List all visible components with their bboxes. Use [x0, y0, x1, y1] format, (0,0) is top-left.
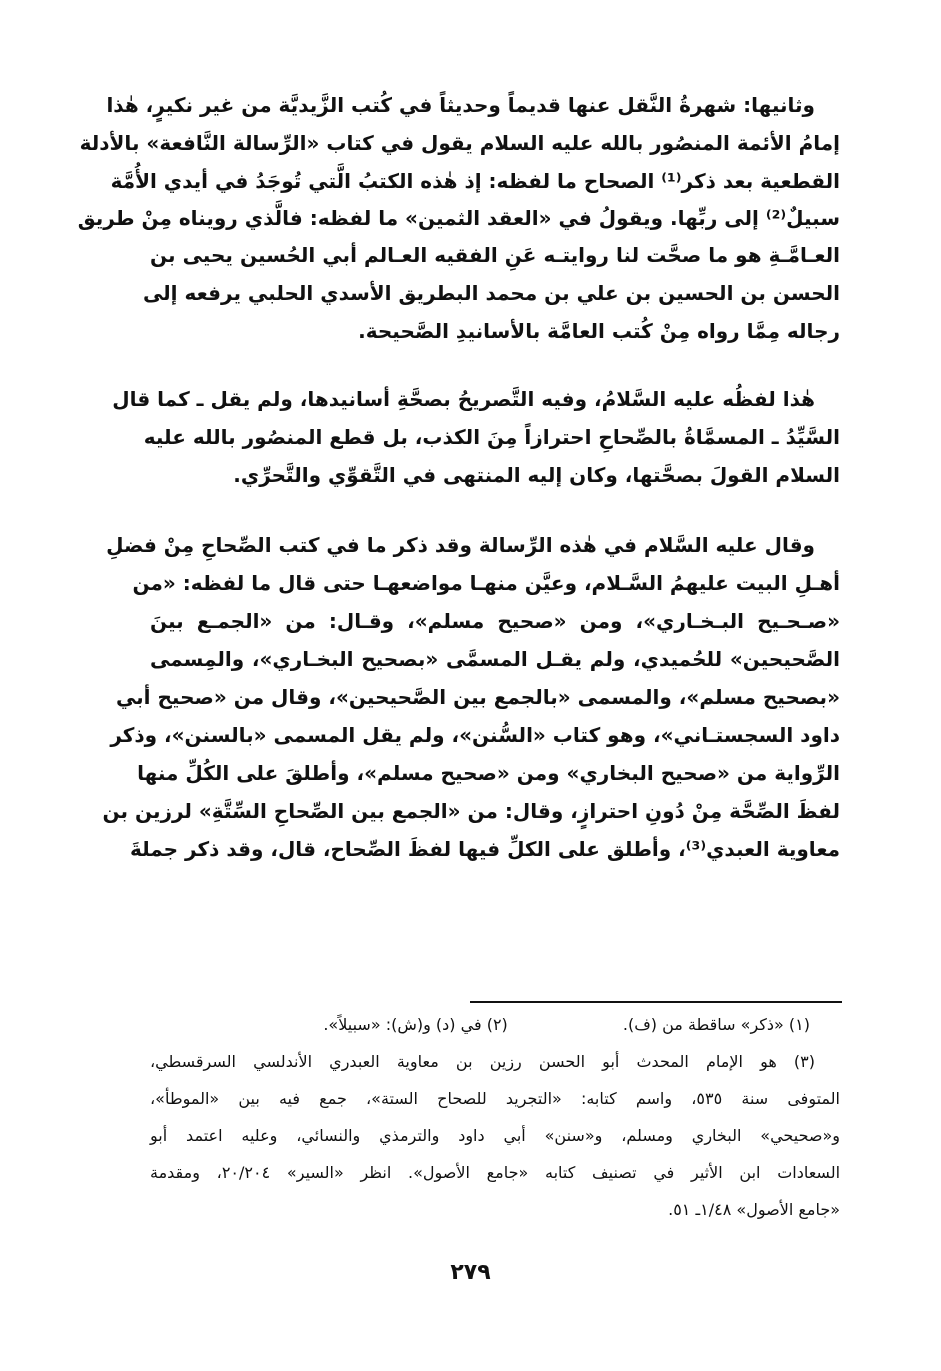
text-line: العـامَّـةِ هو ما صحَّت لنا روايتـه عَنِ الفقيه العـالم أبي الحُسين يحيى بن — [150, 243, 840, 267]
text-line: القطعية بعد ذكر⁽¹⁾ الصحاح ما لفظه: إذ هٰذه الكتبُ الَّتي تُوجَدُ في أيدي الأُمَّة — [110, 169, 840, 193]
text-line: «صـحـيح البـخـاري»، ومن «صحيح مسلم»، وقـال: من «الجمـع بينَ — [150, 609, 840, 633]
footnote-line: المتوفى سنة ٥٣٥، واسم كتابه: «التجريد للصحاح الستة»، جمع فيه بين «الموطأ»، — [150, 1089, 840, 1108]
text-line: سبيلٌ⁽²⁾ إلى ربِّها. ويقولُ في «العقد الثمين» ما لفظه: فالَّذي رويناه مِنْ طريق — [77, 206, 840, 230]
text-line: السَّيِّدُ ـ المسمَّاةُ بالصِّحاحِ احترازاً مِنَ الكذب، بل قطع المنصُور بالله عليه — [143, 425, 840, 449]
text-line: الصَّحيحين» للحُميدي، ولم يقـل المسمَّى «بصحيح البخـاري»، والمِسمى — [150, 647, 840, 671]
text-line: معاوية العبدي⁽³⁾، وأطلق على الكلِّ فيها لفظَ الصِّحاح، قال، وقد ذكر جملةَ — [129, 837, 840, 861]
text-line: هٰذا لفظُه عليه السَّلامُ، وفيه التَّصريحُ بصحَّةِ أسانيدها، ولم يقل ـ كما قال — [112, 387, 815, 411]
text-line: لفظَ الصِّحَّة مِنْ دُونِ احترازٍ، وقال: من «الجمع بين الصِّحاحِ السِّتَّةِ» لرزين بن — [102, 799, 840, 823]
text-line: الحسن بن الحسين بن علي بن محمد البطريق الأسدي الحلبي يرفعه إلى — [142, 281, 840, 305]
text-line: «بصحيح مسلم»، والمسمى «بالجمع بين الصَّحيحين»، وقال من «صحيح أبي — [115, 685, 840, 709]
text-line: وثانيها: شهرةُ النَّقل عنها قديماً وحديثاً في كُتب الزَّيديَّة من غير نكيرٍ، هٰذا — [106, 93, 815, 117]
text-line: إمامُ الأئمة المنصُور بالله عليه السلام يقول في كتاب «الرِّسالة النَّافعة» بالأدلة — [79, 131, 840, 155]
text-line: داود السجستـاني»، وهو كتاب «السُّنن»، ولم يقل المسمى «بالسنن»، وذكر — [110, 723, 840, 747]
text-line: وقال عليه السَّلام في هٰذه الرِّسالة وقد ذكر ما في كتب الصِّحاحِ مِنْ فضلِ — [106, 533, 815, 557]
footnote-line: السعادات ابن الأثير في تصنيف كتابه «جامع الأصول». انظر «السير» ٢٠/٢٠٤، ومقدمة — [150, 1163, 841, 1182]
text-line: الرِّواية من «صحيح البخاري» ومن «صحيح مسلم»، وأطلقَ على الكُلِّ منها — [137, 761, 840, 785]
footnote-line: «جامع الأصول» ١/٤٨ـ ٥١. — [668, 1200, 840, 1219]
footnote-2: (٢) في (د) و(ش): «سبيلاً». — [323, 1015, 508, 1034]
text-line: أهـلِ البيت عليهمُ السَّـلام، وعيَّن منهـا مواضعهـا حتى قال ما لفظه: «من — [132, 571, 840, 595]
footnotes-row — [150, 1012, 840, 1038]
page-number: ٢٧٩ — [450, 1260, 491, 1285]
footnote-separator — [470, 1001, 842, 1003]
text-line: السلام القولَ بصحَّتها، وكان إليه المنتهى في التَّقوِّي والتَّحرِّي. — [233, 463, 840, 487]
footnote-line: و«صحيحي» البخاري ومسلم، و«سنن» أبي داود والترمذي والنسائي، وعليه اعتمد أبو — [150, 1126, 840, 1145]
text-line: رجاله مِمَّا رواه مِنْ كُتب العامَّة بالأسانيدِ الصَّحيحة. — [358, 319, 840, 343]
footnote-line: (٣) هو الإمام المحدث أبو الحسن رزين بن معاوية العبدري الأندلسي السرقسطي، — [150, 1052, 815, 1071]
footnote-1: (١) «ذكر» ساقطة من (ف). — [622, 1015, 810, 1034]
